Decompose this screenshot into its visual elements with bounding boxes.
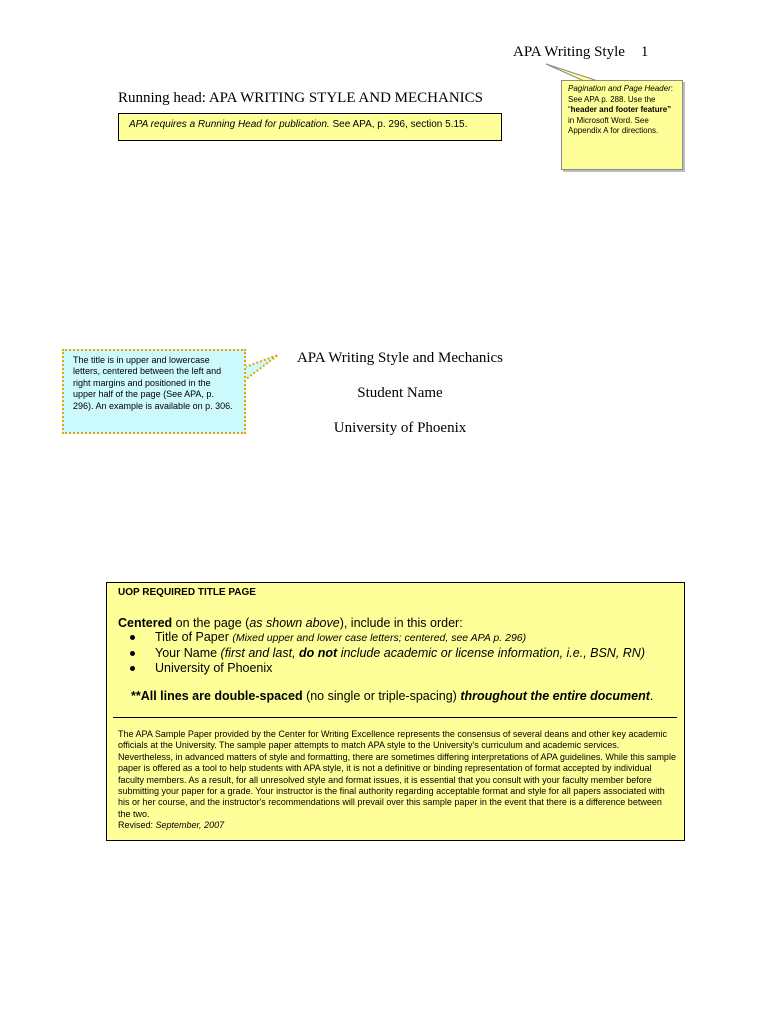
double-spacing-end: . bbox=[649, 689, 654, 703]
requirements-intro bbox=[118, 616, 463, 630]
pagination-callout bbox=[561, 80, 683, 170]
revised-date: September, 2007 bbox=[155, 820, 225, 831]
running-head: Running head: APA WRITING STYLE AND MECHANICS bbox=[118, 90, 484, 106]
divider bbox=[113, 717, 677, 718]
list-item bbox=[130, 646, 645, 661]
list-item-note: (Mixed upper and lower case letters; centered, see APA p. 296) bbox=[232, 632, 527, 644]
disclaimer bbox=[118, 729, 676, 832]
disclaimer-text: The APA Sample Paper provided by the Center for Writing Excellence represents the consensus of several deans and other key academic officials at the University. The sample paper attempts to match APA style to the University's curriculum and academic services. Nevertheless, in advanced matters of style and formatting, there are sometimes differing interpretations of APA guidelines. While this sample paper is offered as a tool to help students with APA style, it is not a definitive or binding representation of format accepted by individual faculty members. As a result, for all unresolved style and format issues, it is essential that you consult with your faculty member before submitting your paper for a grade. Your instructor is the final authority regarding acceptable format and style for all papers associated with his or her course, and the instructor's recommendations will prevail over this sample paper in the event that there is a difference between the two. bbox=[118, 729, 676, 819]
requirements-intro-bold: Centered bbox=[118, 616, 173, 630]
double-spacing-text: (no single or triple-spacing) bbox=[302, 689, 461, 703]
list-item-note-2: include academic or license information, i.e., BSN, RN) bbox=[337, 646, 645, 660]
requirements-list bbox=[130, 630, 645, 676]
revised-label: Revised: bbox=[118, 820, 156, 831]
list-item-label: University of Phoenix bbox=[155, 661, 273, 675]
page-header bbox=[513, 44, 648, 61]
running-head-callout bbox=[118, 113, 502, 141]
pagination-callout-italic: Pagination and Page Header bbox=[568, 84, 671, 93]
list-item-note-bold: do not bbox=[299, 646, 338, 660]
double-spacing-note bbox=[131, 689, 653, 703]
paper-title: APA Writing Style and Mechanics bbox=[296, 350, 504, 366]
list-item-note-1: (first and last, bbox=[220, 646, 300, 660]
running-head-callout-text: See APA, p. 296, section 5.15. bbox=[329, 119, 468, 130]
list-item-label: Your Name bbox=[155, 646, 221, 660]
list-item bbox=[130, 630, 645, 646]
requirements-intro-text-1: on the page ( bbox=[172, 616, 250, 630]
pagination-callout-bold: header and footer feature” bbox=[570, 105, 672, 115]
pagination-callout-text-1: : See APA p. 288. Use the “ bbox=[568, 84, 673, 115]
double-spacing-bold-italic: throughout the entire document bbox=[460, 689, 650, 703]
pagination-callout-text-2: in Microsoft Word. See Appendix A for directions. bbox=[568, 115, 659, 136]
running-head-callout-italic: APA requires a Running Head for publication. bbox=[129, 119, 330, 130]
student-name: Student Name bbox=[357, 385, 443, 401]
list-item-label: Title of Paper bbox=[155, 630, 233, 644]
university-name: University of Phoenix bbox=[333, 420, 467, 436]
title-page-requirements-box bbox=[106, 582, 685, 841]
requirements-intro-text-2: ), include in this order: bbox=[339, 616, 463, 630]
list-item bbox=[130, 661, 645, 676]
page-number: 1 bbox=[640, 44, 649, 60]
pagination-callout-pointer bbox=[546, 64, 598, 81]
double-spacing-bold: **All lines are double-spaced bbox=[131, 689, 303, 703]
requirements-heading: UOP REQUIRED TITLE PAGE bbox=[118, 587, 256, 598]
requirements-intro-italic: as shown above bbox=[249, 616, 340, 630]
page-header-title: APA Writing Style bbox=[513, 44, 625, 60]
title-callout: The title is in upper and lowercase letters, centered between the left and right margins and positioned in the upper half of the page (See APA, p. 296). An example is available on p. 306. bbox=[62, 349, 246, 434]
